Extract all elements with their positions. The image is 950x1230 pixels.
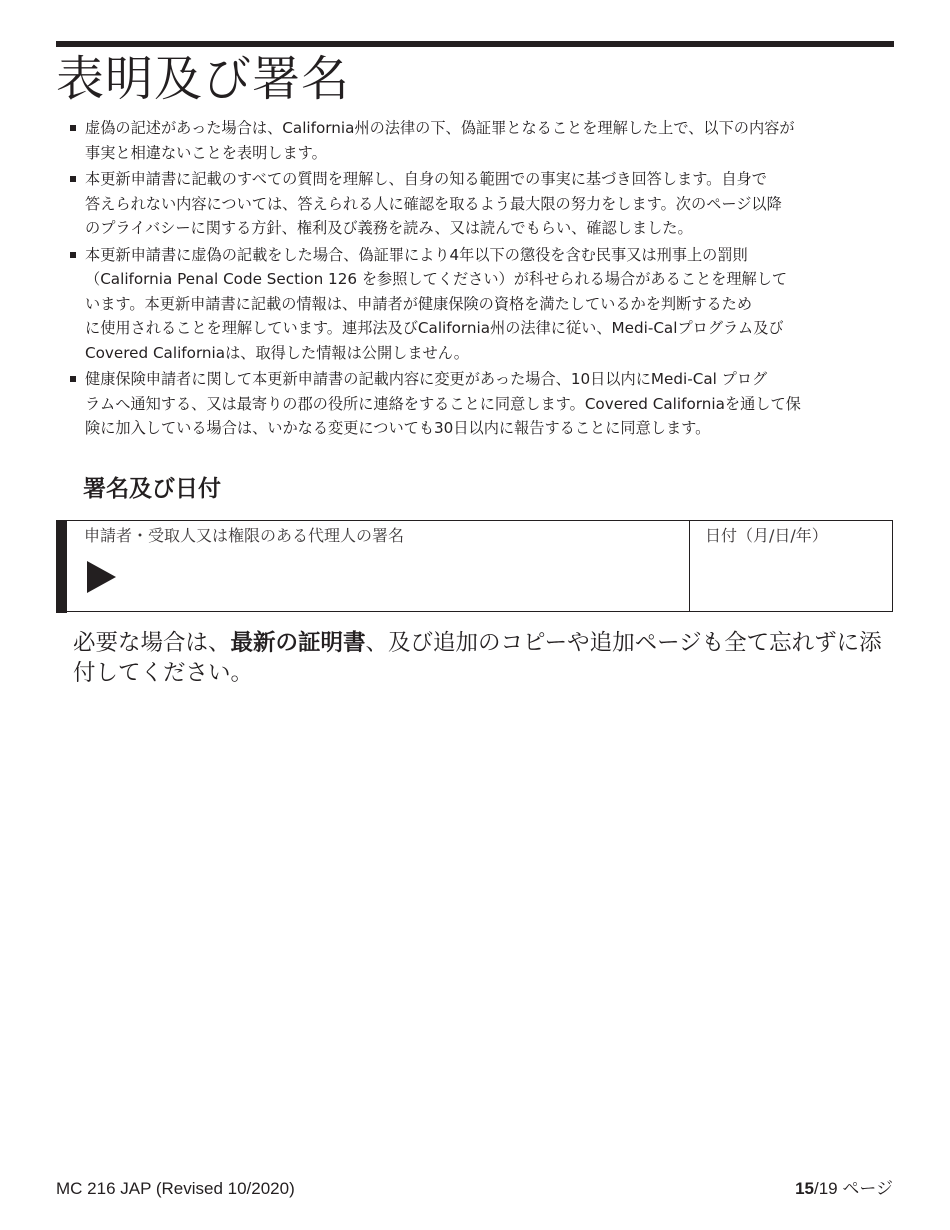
date-field[interactable]	[701, 551, 881, 606]
signature-section-heading: 署名及び日付	[83, 476, 221, 502]
page-title: 表明及び署名	[56, 51, 351, 107]
date-label: 日付（月/日/年）	[705, 526, 828, 545]
statement-text: 本更新申請書に記載のすべての質問を理解し、自身の知る範囲での事実に基づき回答します。自身で 答えられない内容については、答えられる人に確認を取るよう最大限の努力をします。次のページ以降 のプライバシーに関する方針、権利及び義務を読み、又は読んでもらい、確認しました。	[85, 170, 782, 237]
form-identifier: MC 216 JAP (Revised 10/2020)	[56, 1179, 295, 1198]
statement-text: 健康保険申請者に関して本更新申請書の記載内容に変更があった場合、10日以内にMedi-Cal プログ ラムへ通知する、又は最寄りの郡の役所に連絡をすることに同意します。Covered Californiaを通して保 険に加入している場合は、いかなる変更についても30日以内に報告することに同意します。	[85, 370, 801, 437]
statement-item	[70, 367, 900, 441]
attachment-reminder	[73, 628, 893, 688]
reminder-text-start: 必要な場合は、	[73, 630, 231, 656]
reminder-text-end: 、及び追加のコピーや追加ページも全て忘れずに添付してください。	[73, 630, 882, 686]
top-rule	[56, 41, 894, 47]
statement-item	[70, 116, 900, 165]
statement-text: 虚偽の記述があった場合は、California州の法律の下、偽証罪となることを理解した上で、以下の内容が 事実と相違ないことを表明します。	[85, 119, 795, 162]
table-left-bar	[56, 520, 67, 613]
signature-field[interactable]	[126, 557, 666, 605]
current-page-number: 15	[795, 1179, 814, 1198]
sign-here-arrow-icon	[87, 561, 116, 593]
statement-list	[70, 116, 900, 443]
table-divider	[689, 521, 690, 611]
reminder-emphasis: 最新の証明書	[230, 630, 366, 656]
statement-item	[70, 167, 900, 241]
square-bullet-icon	[70, 252, 76, 258]
signature-table	[56, 520, 893, 612]
statement-item	[70, 243, 900, 366]
square-bullet-icon	[70, 176, 76, 182]
square-bullet-icon	[70, 125, 76, 131]
page-number	[795, 1178, 893, 1200]
square-bullet-icon	[70, 376, 76, 382]
statement-text: 本更新申請書に虚偽の記載をした場合、偽証罪により4年以下の懲役を含む民事又は刑事上の罰則 （California Penal Code Section 126 を参照してください）が科せられる場合があることを理解して います。本更新申請書に記載の情報は、申請者が健康保険の資格を満たしているかを判断するため に使用されることを理解しています。連邦法及びCalifornia州の法律に従い、Medi-Calプログラム及び Covered Californiaは、取得した情報は公開しません。	[85, 245, 788, 362]
signature-label: 申請者・受取人又は権限のある代理人の署名	[84, 526, 405, 545]
page-total: /19 ページ	[813, 1179, 893, 1198]
